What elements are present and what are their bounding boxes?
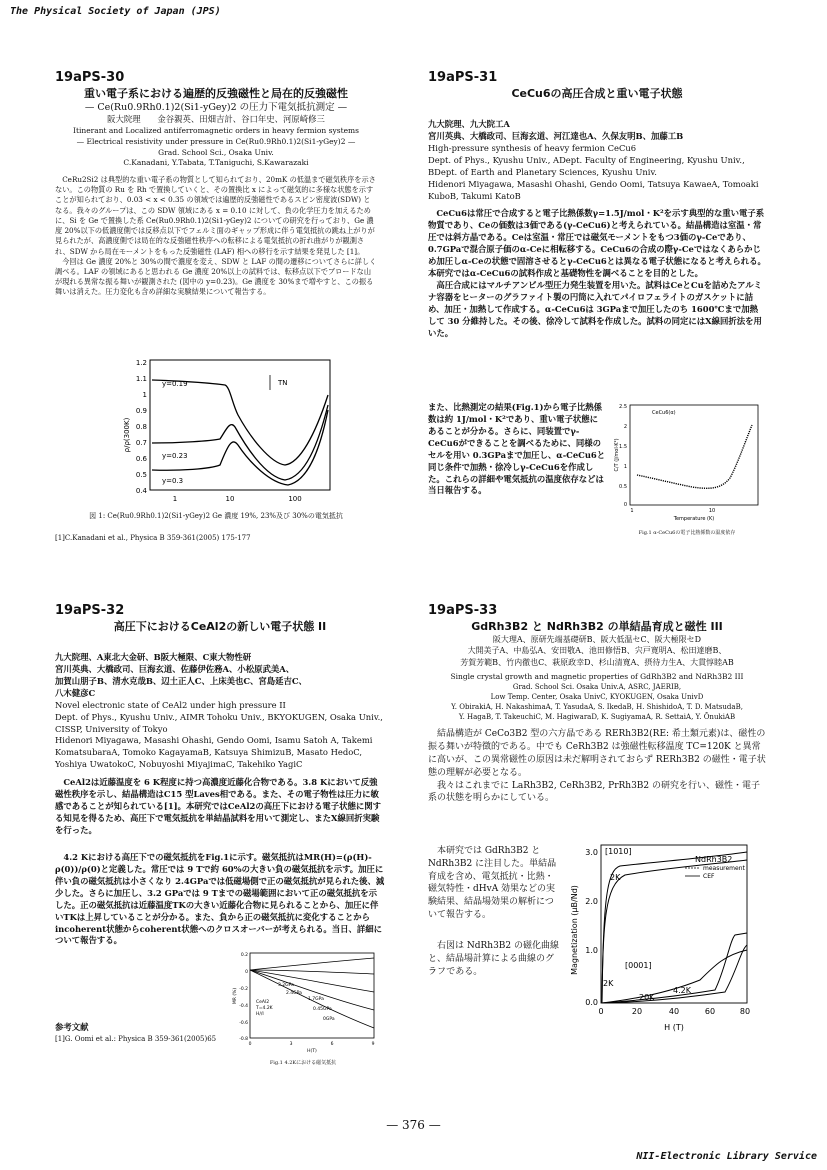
- abstract-30: [55, 70, 377, 298]
- body-paragraph: 右図は NdRh3B2 の磁化曲線と、結晶場計算による曲線のグラフである。: [428, 941, 559, 977]
- authors-jp: 加賀山朋子B、清水克哉B、辺土正人C、上床美也C、宮島延吉C、: [55, 675, 307, 686]
- x-tick-label: 0: [598, 1007, 604, 1016]
- english-affiliation: Dept. of Phys., Kyushu Univ., ADept. Faculty of Engineering, Kyushu Univ., BDept. of Earth and Planetary Sciences, Kyushu Univ.: [428, 154, 745, 177]
- x-axis-label: H(T): [307, 1049, 317, 1054]
- x-tick-label: 9: [371, 1042, 375, 1047]
- y-tick-label: 0: [623, 502, 627, 508]
- english-title: High-pressure synthesis of heavy fermion CeCu6: [428, 142, 637, 153]
- x-tick-label: 60: [704, 1007, 716, 1016]
- y-tick-label: 0.0: [585, 998, 598, 1007]
- direction-label: [1010]: [605, 847, 632, 856]
- reference: [1]G. Oomi et al.: Physica B 359-361(2005)65: [55, 1035, 217, 1043]
- english-affiliation: Low Temp. Center, Osaka UnivC, KYOKUGEN, Osaka UnivD: [490, 692, 704, 701]
- plot-title: NdRh3B2: [695, 855, 733, 864]
- english-subtitle: — Electrical resistivity under pressure in Ce(Ru0.9Rh0.1)2(Si1-yGey)2 —: [76, 137, 356, 147]
- body-paragraph: 4.2 Kにおける高圧下での磁気抵抗をFig.1に示す。磁気抵抗はMR(H)=(ρ(H)-ρ(0))/ρ(0)と定義した。常圧では 9 Tで約 60%の大きい負の磁気抵抗を示す。加圧に伴い負の磁気抵抗は小さくなり 2.4GPaでは低磁場側で正の磁気抵抗が見られた後、減少した。さらに加圧し、3.2 GPaでは 9 Tまでの磁場範囲において正の磁気抵抗を示した。正の磁気抵抗は近藤温度TKの大きい近藤化合物に見られることから、加圧に伴いTKは上昇していることが分かる。また、負から正の磁気抵抗に変化することからincoherent状態からcoherent状態へのクロスオーバーが考えられる。当日、詳細について報告する。: [55, 852, 385, 946]
- english-title: Single crystal growth and magnetic properties of GdRh3B2 and NdRh3B2 III: [450, 672, 744, 682]
- x-tick-label: 80: [739, 1007, 751, 1016]
- x-tick-label: 3: [289, 1042, 293, 1047]
- authors-jp: 阪大院理 金谷親英、田畑吉計、谷口年史、河原崎修三: [107, 114, 325, 125]
- y-tick-label: 0.2: [240, 953, 248, 958]
- affiliation: Grad. School Sci., Osaka Univ.: [158, 147, 274, 157]
- y-tick-label: 2: [623, 424, 627, 430]
- body-paragraph: 結晶構造が CeCo3B2 型の六方晶である RERh3B2(RE: 希土類元素)は、磁性の振る舞いが特徴的である。中でも CeRh3B2 は強磁性転移温度 TC=120K と異常に高いが、この異常磁性の原因は未だ解明されておらず RERh3B2 の磁性・電子状態の理解が必要となる。: [428, 729, 766, 778]
- english-authors: Y. ObirakiA, H. NakashimaA, T. YasudaA, S. IkedaB, H. ShishidoA, T. D. MatsudaB,: [451, 702, 743, 711]
- reference-heading: 参考文献: [55, 1022, 89, 1032]
- y-tick-label: 0.9: [135, 407, 147, 415]
- abstract-title: CeCu6の高圧合成と重い電子状態: [511, 87, 683, 100]
- x-tick-label: 10: [225, 495, 235, 503]
- y-axis-label: C/T (J/mol·K²): [614, 438, 620, 472]
- plot-title: CeCu6(α): [652, 410, 676, 416]
- y-tick-label: 1: [623, 464, 627, 470]
- legend-label: H//I: [256, 1012, 264, 1017]
- y-tick-label: 1.1: [135, 375, 147, 383]
- y-tick-label: 0.6: [135, 455, 147, 463]
- abstract-title: GdRh3B2 と NdRh3B2 の単結晶育成と磁性 III: [471, 620, 723, 633]
- resistivity-plot: [120, 355, 340, 505]
- body-paragraph: CeAl2は近藤温度を 6 K程度に持つ高濃度近藤化合物である。3.8 Kにおいて反強磁性秩序を示し、結晶構造はC15 型Laves相である。また、その電子物性は圧力に敏感であることが知られている[1]。本研究ではCeAl2の高圧下における電子状態に関する知見を得るため、高圧下で電気抵抗を単結晶試料を用いて測定し、またX線回折実験を行った。: [55, 777, 382, 835]
- journal-header: The Physical Society of Japan (JPS): [10, 6, 221, 17]
- legend-label: measurement: [703, 865, 745, 872]
- body-paragraph: 本研究では GdRh3B2 と NdRh3B2 に注目した。単結晶育成を含め、電気抵抗・比熱・磁気特性・dHvA 効果などの実験結果、結晶場効果の解析について報告する。: [428, 846, 557, 920]
- curve-label: y=0.23: [162, 452, 188, 460]
- curve-label: 2K: [610, 873, 621, 882]
- english-affiliation: Grad. School Sci. Osaka Univ.A, ASRC, JAERIB,: [512, 682, 682, 691]
- specific-heat-plot: [612, 400, 762, 525]
- y-tick-label: -0.6: [239, 1021, 248, 1026]
- abstract-code: 19aPS-31: [428, 70, 498, 85]
- curve-label: 0.45GPa: [313, 1007, 332, 1012]
- curve-label: 1.7GPa: [308, 997, 324, 1002]
- library-footer: NII-Electronic Library Service: [636, 1151, 817, 1162]
- english-affiliation: Dept. of Phys., Kyushu Univ., AIMR Tohoku Univ., BKYOKUGEN, Osaka Univ., CISSP, University of Tokyo: [55, 711, 383, 734]
- curve-3.2gpa: [250, 958, 374, 970]
- body-paragraph: 今回は Ge 濃度 20%と 30%の間で濃度を変え、SDW と LAF の間の遷移についてさらに詳しく調べる。LAF の領域にあると思われる Ge 濃度 20%以上の試料では、転移点以下でブロードな山が現れる異常な振る舞いが観測された (図中の y=0.23)。Ge 濃度を 30%まで増やすと、この振る舞いは消えた。圧力変化も含め詳細な実験結果について報告する。: [55, 256, 377, 297]
- affiliation-jp: 九大院理、A東北大金研、B阪大極限、C東大物性研: [55, 652, 252, 662]
- y-tick-label: 0.5: [619, 484, 627, 490]
- y-tick-label: -0.4: [239, 1004, 248, 1009]
- y-axis-label: MR (%): [233, 987, 238, 1005]
- curve-y030: [152, 410, 328, 485]
- body-paragraph: CeCu6は常圧で合成すると電子比熱係数γ=1.5J/mol・K²を示す典型的な重い電子系物質であり、Ceの価数は3価である(γ-CeCu6)と考えられている。結晶構造は室温・常圧では斜方晶である。Ceは室温・常圧では磁気モーメントをもつ3価のγ-Ceであり、0.7GPaで混合原子価のα-Ceに相転移する。CeCu6の合成の際γ-Ceではなくあらかじめ加圧しα-Ceの状態で固溶させるとγ-CeCu6とは異なる電子状態になると考えられる。本研究ではα-CeCu6の試料作成と基礎物性を調べることを目的とした。: [428, 208, 766, 279]
- curve-label: y=0.3: [162, 477, 184, 485]
- body-paragraph: また、比熱測定の結果(Fig.1)から電子比熱係数は約 1J/mol・K²であり、重い電子状態にあることが分かる。さらに、同装置でγ-CeCu6ができることを調べるために、同様のセルを用い 0.3GPaまで加圧し、α-CeCu6と同じ条件で加熱・徐冷しγ-CeCu6を作成した。これらの詳細や電気抵抗の温度依存などは当日報告する。: [428, 402, 606, 496]
- y-tick-label: 2.0: [585, 897, 598, 906]
- abstract-code: 19aPS-32: [55, 603, 125, 618]
- data-curve: [637, 425, 752, 488]
- magnetization-plot: [565, 840, 755, 1040]
- page-number: — 376 —: [386, 1118, 441, 1132]
- legend-label: CeAl2: [256, 1000, 270, 1005]
- curve-label: 4.2K: [673, 986, 691, 995]
- curve-label: 0GPa: [323, 1017, 335, 1022]
- affiliation-jp: 九大院理、九大院工A: [428, 119, 510, 129]
- direction-label: [0001]: [625, 961, 652, 970]
- y-tick-label: 1: [142, 391, 147, 399]
- authors-jp: 宮川英典、大橋政司、巨海玄道、河江達也A、久保友明B、加藤工B: [428, 130, 684, 141]
- figure-caption: Fig.1 α-CeCu6の電子比熱係数の温度依存: [638, 530, 736, 536]
- curve-label: 2K: [603, 979, 614, 988]
- x-tick-label: 40: [668, 1007, 680, 1016]
- curve-0001-42k: [602, 950, 747, 1003]
- x-tick-label: 6: [330, 1042, 334, 1047]
- figure-caption: 図 1: Ce(Ru0.9Rh0.1)2(Si1-yGey)2 Ge 濃度 19%, 23%及び 30%の電気抵抗: [89, 512, 343, 520]
- authors-jp: 芳賀芳範B、竹内徹也C、萩原政幸D、杉山清寛A、摂待力生A、大貫惇睦AB: [460, 657, 734, 667]
- y-tick-label: -0.2: [239, 987, 248, 992]
- y-tick-label: 0: [245, 970, 248, 975]
- y-tick-label: 3.0: [585, 848, 598, 857]
- curve-1010-measured: [602, 852, 747, 1003]
- magnetoresistance-plot: [228, 948, 378, 1058]
- y-tick-label: 0.7: [135, 439, 147, 447]
- english-authors: Hidenori Miyagawa, Masashi Ohashi, Gendo Oomi, Tatsuya KawaeA, Tomoaki KuboB, Takumi KatoB: [428, 178, 759, 201]
- reference: [1]C.Kanadani et al., Physica B 359-361(2005) 175-177: [55, 534, 251, 542]
- y-tick-label: -0.8: [239, 1037, 248, 1042]
- x-tick-label: 1: [172, 495, 178, 503]
- x-axis-label: Temperature (K): [673, 516, 715, 522]
- abstract-32: [55, 603, 385, 837]
- y-tick-label: 0.4: [135, 487, 147, 495]
- abstract-title: 重い電子系における遍歴的反強磁性と局在的反強磁性: [84, 87, 348, 100]
- english-authors: Y. HagaB, T. TakeuchiC, M. HagiwaraD, K. SugiyamaA, R. SettaiA, Y. ŌnukiAB: [458, 712, 736, 721]
- curve-y023: [152, 405, 328, 480]
- x-axis-label: H (T): [664, 1023, 684, 1032]
- y-tick-label: 1.5: [619, 444, 627, 450]
- english-authors: Hidenori Miyagawa, Masashi Ohashi, Gendo Oomi, Isamu Satoh A, Takemi KomatsubaraA, Tomoko KagayamaB, Katsuya ShimizuB, Masato HedoC, Yoshiya UwatokoC, Nobuyoshi MiyajimaC, Takehiko YagiC: [55, 735, 373, 770]
- y-tick-label: 1.2: [135, 359, 147, 367]
- x-tick-label: 10: [708, 508, 716, 514]
- body-paragraph: CeRu2Si2 は典型的な重い電子系の物質として知られており、20mK の低温まで磁気秩序を示さない。この物質の Ru を Rh で置換していくと、その置換比 x によって磁気的に多様な状態を示すことが知られており、0.03 < x < 0.35 の領域では遍歴的反強磁性であるスピン密度波(SDW) となる。我々のグループは、この SDW 領域にある x = 0.10 に対して、負の化学圧力を加えるために、Si を Ge で置換した系 Ce(Ru0.9Rh0.1)2(Si1-yGey)2 についての研究を行っており、Ge 濃度 20%以下の低濃度側では反移点以下でフェルミ面のギャップ形成に伴う電気抵抗の跳ね上がりが見られたが、高濃度側では局在的な反強磁性秩序への転移による電気抵抗の折れ曲がりが観測され、SDW から局在モーメントをもった反強磁性 (LAF) 相への移行を示す結果を発見した [1]。: [55, 174, 376, 256]
- curve-label: 20K: [639, 993, 655, 1002]
- authors-jp: 大開美子A、中島弘A、安田敬A、池田修悟B、宍戸寛明A、松田達磨B、: [467, 646, 727, 656]
- y-tick-label: 1.0: [585, 946, 598, 955]
- x-tick-label: 100: [288, 495, 302, 503]
- curve-label: 2.4GPa: [286, 991, 302, 996]
- body-paragraph: 高圧合成にはマルチアンビル型圧力発生装置を用いた。試料はCeとCuを詰めたアルミナ容器をヒーターのグラファイト製の円筒に入れてパイロフェライトのガスケットに詰め、加圧・加熱して作成する。α-CeCu6は 3GPaまで加圧したのち 1600℃まで加熱して 30 分維持した。その後、徐冷して試料を作成した。試料の同定にはX線回折法を用いた。: [428, 279, 762, 338]
- abstract-code: 19aPS-33: [428, 603, 498, 618]
- affiliation-jp: 阪大理A、原研先端基礎研B、阪大低温セC、阪大極限セD: [492, 635, 702, 644]
- authors-en: C.Kanadani, Y.Tabata, T.Taniguchi, S.Kawarazaki: [123, 158, 309, 168]
- curve-label: y=0.19: [162, 380, 188, 388]
- legend-label: CEF: [703, 873, 715, 880]
- x-tick-label: 0: [248, 1042, 252, 1047]
- body-paragraph: 我々はこれまでに LaRh3B2, CeRh3B2, PrRh3B2 の研究を行い、磁性・電子系の状態を明らかにしている。: [428, 780, 760, 804]
- authors-jp: 宮川英典、大橋政司、巨海玄道、佐藤伊佐務A、小松原武美A、: [55, 663, 295, 674]
- legend-label: T=4.2K: [256, 1006, 273, 1011]
- curve-label: 3.2GPa: [278, 983, 294, 988]
- abstract-subtitle: — Ce(Ru0.9Rh0.1)2(Si1-yGey)2 の圧力下電気抵抗測定 —: [84, 102, 348, 113]
- y-axis-label: Magnetization (μB/Nd): [570, 885, 579, 975]
- abstract-title: 高圧下におけるCeAl2の新しい電子状態 II: [113, 620, 327, 633]
- y-tick-label: 2.5: [619, 404, 627, 410]
- y-tick-label: 0.8: [135, 423, 147, 431]
- abstract-33: [428, 603, 766, 805]
- figure-caption: Fig.1 4.2Kにおける磁気抵抗: [269, 1060, 337, 1066]
- authors-jp: 八木健彦C: [55, 687, 96, 698]
- tn-label: TN: [278, 379, 288, 387]
- curve-1010-cef: [602, 860, 747, 1003]
- english-title: Itinerant and Localized antiferromagnetic orders in heavy fermion systems: [73, 126, 359, 136]
- x-tick-label: 1: [630, 508, 634, 514]
- english-title: Novel electronic state of CeAl2 under high pressure II: [55, 699, 286, 710]
- abstract-31: [428, 70, 766, 340]
- y-tick-label: 0.5: [135, 471, 147, 479]
- x-tick-label: 20: [631, 1007, 643, 1016]
- y-axis-label: ρ/ρ(300K): [123, 417, 131, 453]
- abstract-code: 19aPS-30: [55, 70, 125, 85]
